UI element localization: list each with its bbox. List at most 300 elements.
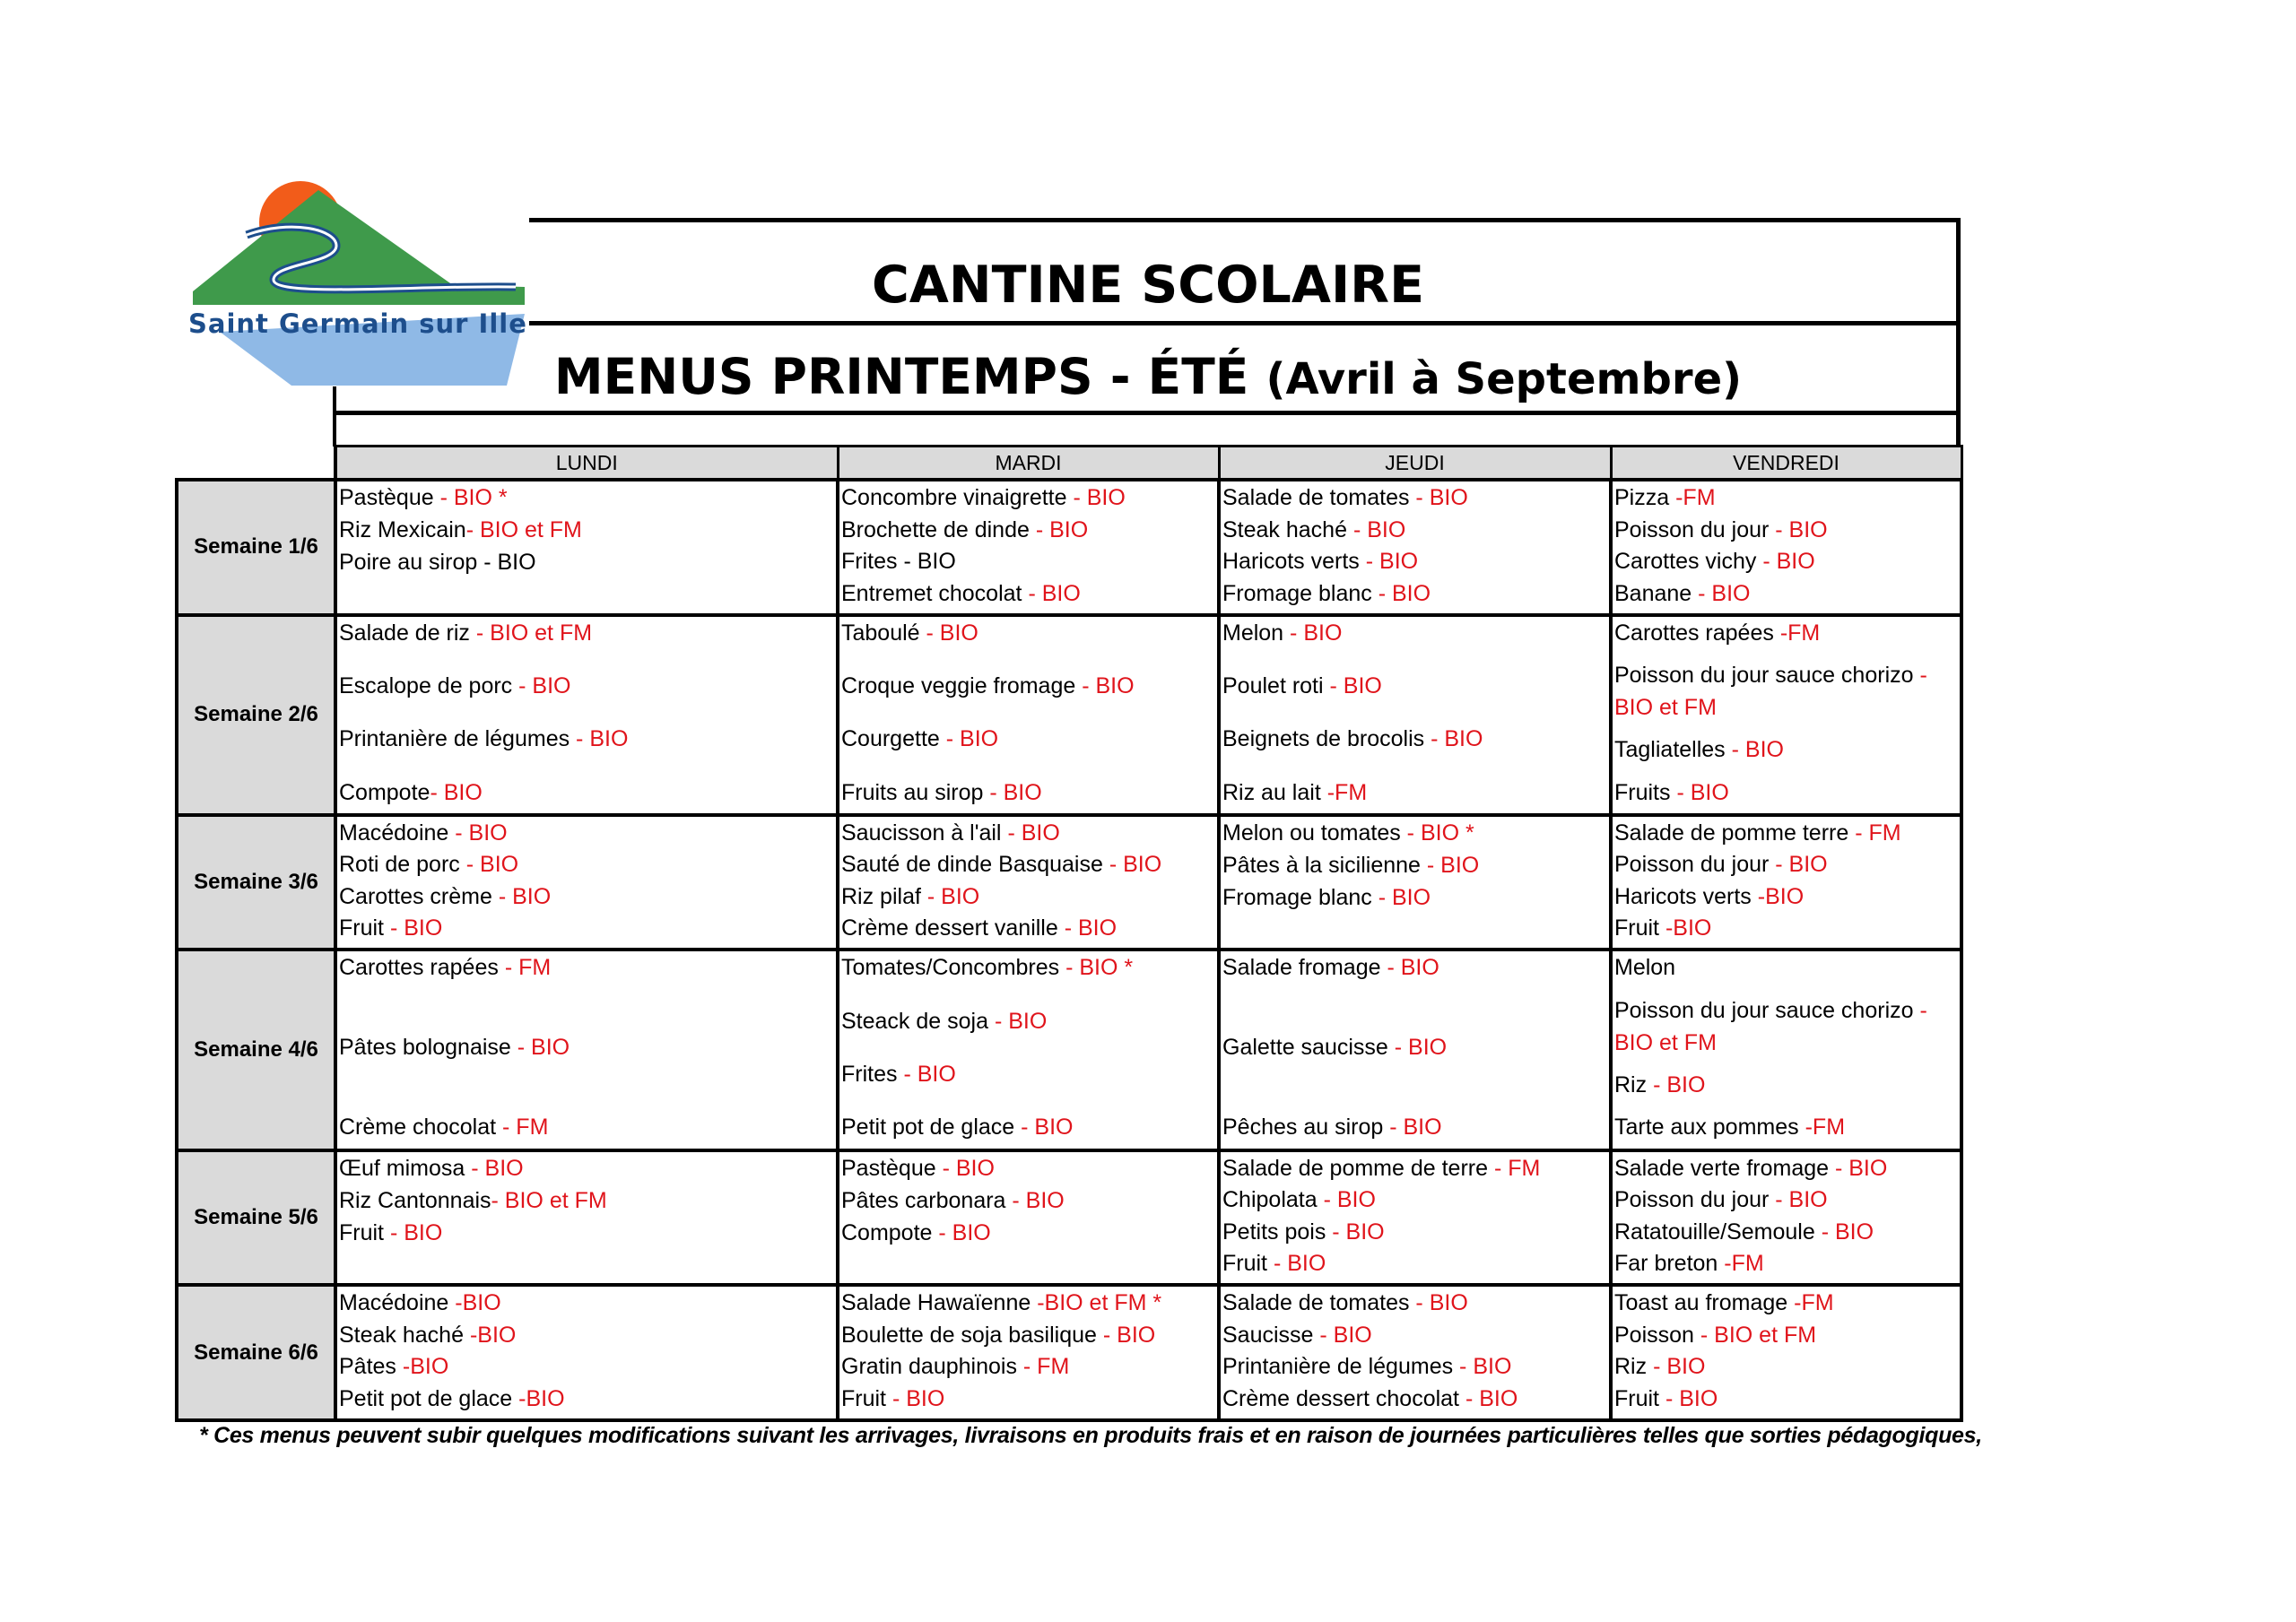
menu-item-name: Salade fromage xyxy=(1222,955,1387,981)
day-header-vendredi: VENDREDI xyxy=(1611,447,1961,481)
menu-item xyxy=(337,481,836,514)
menu-item-name: Fruit xyxy=(1614,915,1665,941)
menu-item xyxy=(839,1217,1217,1249)
menu-item xyxy=(839,1319,1217,1351)
menu-item-list xyxy=(1613,1287,1960,1414)
menu-item-name: Roti de porc xyxy=(339,852,466,878)
menu-item-tag: -BIO xyxy=(469,1322,517,1348)
menu-item-tag: - BIO xyxy=(1028,580,1081,606)
menu-item-name: Riz au lait xyxy=(1222,779,1327,805)
menu-item xyxy=(1221,723,1609,755)
menu-item-name: Fruit xyxy=(1614,1385,1665,1411)
menu-item xyxy=(1613,817,1960,849)
menu-item-list xyxy=(839,951,1217,1143)
menu-item-tag: - FM xyxy=(1855,820,1901,846)
menu-item-tag: - BIO xyxy=(430,779,483,805)
menu-item-name: Poisson du jour xyxy=(1614,852,1776,878)
header-left-rule xyxy=(333,386,336,447)
menu-item xyxy=(337,1217,836,1249)
menu-item xyxy=(1221,776,1609,809)
subtitle-main: MENUS PRINTEMPS - ÉTÉ xyxy=(553,348,1249,405)
week-label: Semaine 5/6 xyxy=(177,1150,335,1286)
menu-cell-jeudi xyxy=(1219,815,1611,950)
menu-item-name: Salade de riz xyxy=(339,620,476,646)
menu-item xyxy=(1613,1350,1960,1383)
menu-item-tag: - BIO xyxy=(891,1385,945,1411)
menu-item xyxy=(337,951,836,984)
menu-item xyxy=(1221,1350,1609,1383)
menu-item-tag: - BIO xyxy=(1821,1219,1874,1245)
menu-cell-jeudi xyxy=(1219,950,1611,1149)
week-row xyxy=(177,1150,1961,1286)
menu-item xyxy=(337,1383,836,1415)
menu-item-tag: -BIO xyxy=(1665,915,1712,941)
menu-item-name: Poire au sirop - BIO xyxy=(339,550,536,575)
menu-item xyxy=(337,1319,836,1351)
corner-cell xyxy=(177,447,335,481)
town-logo-graphic xyxy=(184,179,538,386)
menu-item xyxy=(1613,617,1960,649)
menu-item-name: Entremet chocolat xyxy=(841,580,1029,606)
menu-cell-lundi xyxy=(335,480,838,615)
menu-item-name: Poulet roti xyxy=(1222,673,1330,699)
menu-item xyxy=(1221,577,1609,610)
menu-item xyxy=(1221,514,1609,546)
menu-item-name: Riz xyxy=(1614,1354,1654,1380)
menu-cell-vendredi xyxy=(1611,615,1961,815)
header-middle-rule xyxy=(529,321,1960,325)
menu-item xyxy=(1613,1383,1960,1415)
menu-item xyxy=(1221,1031,1609,1063)
menu-cell-mardi xyxy=(838,1285,1219,1420)
menu-item-tag: -FM xyxy=(1326,779,1368,805)
menu-item-tag: - BIO xyxy=(1775,1187,1828,1213)
menu-item xyxy=(1221,1111,1609,1143)
menu-item-name: Beignets de brocolis xyxy=(1222,726,1431,752)
menu-item xyxy=(839,545,1217,577)
menu-cell-vendredi xyxy=(1611,480,1961,615)
footnote: * Ces menus peuvent subir quelques modifications suivant les arrivages, livraisons en produits frais et en raison de journées particulières telles que sorties pédagogiques, xyxy=(199,1423,1982,1448)
menu-item-tag: - BIO xyxy=(989,779,1042,805)
menu-item-name: Pâtes bolognaise xyxy=(339,1035,517,1061)
menu-item-list xyxy=(1221,617,1609,809)
menu-cell-vendredi xyxy=(1611,1285,1961,1420)
menu-item-name: Melon xyxy=(1222,620,1291,646)
menu-item-name: Riz Mexicain xyxy=(339,517,466,542)
menu-item-tag: -FM xyxy=(1724,1251,1764,1277)
menu-item-tag: - BIO et FM xyxy=(491,1187,607,1213)
menu-item-name: Fruit xyxy=(841,1385,892,1411)
menu-item xyxy=(1221,1287,1609,1319)
menu-item-list xyxy=(839,817,1217,944)
menu-item-name: Salade de pomme terre xyxy=(1614,820,1856,846)
page-title: CANTINE SCOLAIRE xyxy=(871,256,1425,315)
menu-item-name: Courgette xyxy=(841,726,946,752)
menu-cell-vendredi xyxy=(1611,950,1961,1149)
menu-item-tag: - BIO xyxy=(517,1035,570,1061)
menu-item-name: Saucisson à l'ail xyxy=(841,820,1008,846)
menu-item-tag: -BIO xyxy=(518,1385,565,1411)
menu-item-tag: - BIO xyxy=(1665,1385,1718,1411)
menu-item-tag: - BIO et FM xyxy=(1614,663,1927,721)
menu-cell-lundi xyxy=(335,1150,838,1286)
menu-item xyxy=(1221,481,1609,514)
menu-item-name: Fromage blanc xyxy=(1222,580,1378,606)
menu-item-tag: - BIO xyxy=(1319,1322,1372,1348)
week-label: Semaine 2/6 xyxy=(177,615,335,815)
menu-item-tag: - BIO xyxy=(1676,779,1729,805)
menu-item-tag: -FM xyxy=(1805,1115,1846,1141)
menu-item-tag: -FM xyxy=(1779,620,1821,646)
menu-item xyxy=(1613,659,1960,724)
town-logo xyxy=(184,179,538,386)
menu-item-name: Tomates/Concombres xyxy=(841,955,1066,981)
menu-item xyxy=(1221,1247,1609,1279)
menu-item-tag: - BIO xyxy=(1273,1251,1326,1277)
menu-item-name: Petit pot de glace xyxy=(339,1385,519,1411)
menu-item xyxy=(1613,994,1960,1059)
menu-item-tag: - BIO xyxy=(1365,549,1419,574)
menu-item-tag: - BIO xyxy=(1102,1322,1156,1348)
menu-item xyxy=(1221,1319,1609,1351)
menu-item-name: Ratatouille/Semoule xyxy=(1614,1219,1822,1245)
menu-item-tag: - BIO xyxy=(1332,1219,1385,1245)
menu-cell-mardi xyxy=(838,480,1219,615)
menu-item-name: Macédoine xyxy=(339,820,456,846)
menu-item-tag: - BIO * xyxy=(1065,955,1134,981)
menu-item-tag: - BIO xyxy=(1035,516,1089,542)
menu-item xyxy=(337,1287,836,1319)
menu-item xyxy=(337,1350,836,1383)
menu-item-name: Fruits xyxy=(1614,779,1677,805)
menu-item-tag: - BIO xyxy=(1378,884,1431,910)
menu-item-tag: - BIO xyxy=(1762,549,1815,574)
menu-item-tag: - BIO xyxy=(1431,726,1483,752)
menu-item-name: Tagliatelles xyxy=(1614,737,1732,763)
menu-item xyxy=(1613,848,1960,880)
menu-cell-jeudi xyxy=(1219,480,1611,615)
menu-item xyxy=(1221,1184,1609,1216)
menu-item-list xyxy=(839,1287,1217,1414)
menu-item-name: Chipolata xyxy=(1222,1187,1324,1213)
menu-item-tag: - BIO xyxy=(576,726,629,752)
menu-cell-lundi xyxy=(335,1285,838,1420)
menu-cell-vendredi xyxy=(1611,815,1961,950)
menu-cell-lundi xyxy=(335,950,838,1149)
menu-item xyxy=(337,1152,836,1184)
menu-item-tag: - BIO xyxy=(938,1219,991,1245)
menu-item-name: Petits pois xyxy=(1222,1219,1333,1245)
menu-item-tag: - BIO xyxy=(926,620,978,646)
menu-item-tag: - BIO xyxy=(1731,737,1784,763)
menu-item xyxy=(839,848,1217,880)
menu-item-tag: - BIO xyxy=(465,852,519,878)
menu-item-tag: -BIO et FM xyxy=(1614,997,1927,1055)
menu-item xyxy=(1221,849,1609,881)
menu-cell-vendredi xyxy=(1611,1150,1961,1286)
menu-item xyxy=(1613,1287,1960,1319)
menu-item-name: Crème chocolat xyxy=(339,1115,503,1141)
menu-item-name: Printanière de légumes xyxy=(339,726,577,752)
menu-item-name: Pâtes carbonara xyxy=(841,1187,1013,1213)
menu-item-tag: - BIO xyxy=(1007,820,1060,846)
menu-item xyxy=(337,617,836,649)
menu-item-name: Salade de tomates xyxy=(1222,485,1416,510)
menu-item-tag: - BIO xyxy=(1459,1354,1512,1380)
menu-item-name: Pizza xyxy=(1614,485,1676,510)
menu-item-name: Fruits au sirop xyxy=(841,779,990,805)
menu-item xyxy=(839,912,1217,944)
menu-item xyxy=(1613,1152,1960,1184)
week-label: Semaine 6/6 xyxy=(177,1285,335,1420)
menu-item-list xyxy=(1613,1152,1960,1279)
page-subtitle xyxy=(529,339,1767,414)
menu-item xyxy=(337,880,836,913)
menu-item-name: Macédoine xyxy=(339,1290,456,1316)
menu-item xyxy=(1613,1216,1960,1248)
menu-item xyxy=(1221,951,1609,984)
menu-item-tag: - BIO et FM xyxy=(465,517,582,542)
menu-item-name: Salade verte fromage xyxy=(1614,1155,1835,1181)
menu-item-name: Gratin dauphinois xyxy=(841,1354,1023,1380)
menu-item-list xyxy=(839,1152,1217,1279)
menu-item-name: Brochette de dinde xyxy=(841,516,1036,542)
menu-item-tag: - BIO et FM xyxy=(475,620,593,646)
menu-item-name: Toast au fromage xyxy=(1614,1290,1795,1316)
menu-item-name: Steak haché xyxy=(339,1322,470,1348)
menu-item-tag: - BIO xyxy=(471,1155,524,1181)
menu-item-tag: - BIO xyxy=(942,1155,995,1181)
menu-item-list xyxy=(1221,951,1609,1143)
menu-item-name: Crème dessert vanille xyxy=(841,915,1065,941)
menu-item-tag: - BIO et FM xyxy=(1700,1322,1817,1348)
menu-item-tag: - BIO xyxy=(1387,955,1439,981)
menu-item-list xyxy=(1613,951,1960,1143)
header-top-rule xyxy=(529,218,1960,222)
menu-item xyxy=(337,817,836,849)
menu-item-tag: - BIO xyxy=(389,1219,443,1245)
menu-item-name: Haricots verts xyxy=(1222,549,1366,574)
menu-item-name: Sauté de dinde Basquaise xyxy=(841,852,1109,878)
menu-item xyxy=(337,1184,836,1217)
menu-item-name: Galette saucisse xyxy=(1222,1035,1395,1061)
menu-item-tag: - FM xyxy=(504,955,552,981)
menu-item xyxy=(839,880,1217,913)
menu-item-tag: - BIO xyxy=(1653,1072,1706,1098)
menu-item-list xyxy=(839,617,1217,809)
menu-item xyxy=(1613,514,1960,546)
menu-item-tag: - BIO xyxy=(1329,673,1382,699)
menu-body xyxy=(177,480,1961,1420)
menu-item xyxy=(1221,1383,1609,1415)
menu-item-tag: -BIO et FM * xyxy=(1037,1290,1162,1316)
menu-item xyxy=(839,1058,1217,1090)
menu-item xyxy=(337,912,836,944)
menu-item xyxy=(1613,481,1960,514)
menu-item-tag: - BIO xyxy=(926,883,980,909)
menu-item-name: Melon ou tomates xyxy=(1222,820,1407,846)
week-row xyxy=(177,950,1961,1149)
menu-item-tag: - BIO xyxy=(1775,516,1828,542)
menu-item xyxy=(839,1350,1217,1383)
menu-item-name: Pastèque xyxy=(339,485,440,510)
menu-item-tag: - BIO xyxy=(1064,915,1118,941)
menu-item xyxy=(337,848,836,880)
menu-item-tag: - BIO xyxy=(1426,852,1480,878)
menu-item-name: Haricots verts xyxy=(1614,883,1758,909)
menu-item-tag: - BIO xyxy=(945,726,999,752)
menu-item xyxy=(337,514,836,546)
menu-item xyxy=(839,1111,1217,1143)
menu-item-name: Frites - BIO xyxy=(841,549,956,574)
menu-item xyxy=(1221,1216,1609,1248)
menu-item-list xyxy=(337,617,836,809)
menu-item-name: Steak haché xyxy=(1222,516,1353,542)
menu-item xyxy=(1221,817,1609,849)
menu-item xyxy=(337,1111,836,1143)
menu-item-tag: - BIO * xyxy=(439,485,508,510)
menu-item-tag: -BIO xyxy=(455,1290,501,1316)
menu-item-name: Petit pot de glace xyxy=(841,1115,1022,1141)
menu-item-name: Far breton xyxy=(1614,1251,1725,1277)
week-label: Semaine 4/6 xyxy=(177,950,335,1149)
menu-item xyxy=(1613,1319,1960,1351)
menu-item-tag: - BIO xyxy=(389,915,443,941)
menu-item xyxy=(1613,912,1960,944)
menu-item-name: Compote xyxy=(841,1219,939,1245)
menu-item xyxy=(337,776,836,809)
menu-cell-lundi xyxy=(335,815,838,950)
menu-item-list xyxy=(1613,481,1960,609)
menu-item-name: Melon xyxy=(1614,955,1676,981)
menu-item xyxy=(337,723,836,755)
menu-item-name: Saucisse xyxy=(1222,1322,1320,1348)
menu-item xyxy=(1613,1069,1960,1101)
menu-item xyxy=(839,1005,1217,1037)
menu-item xyxy=(839,1287,1217,1319)
menu-item-list xyxy=(337,817,836,944)
menu-item-name: Carottes crème xyxy=(339,883,499,909)
menu-item-tag: - BIO xyxy=(903,1062,956,1088)
menu-item-name: Poisson xyxy=(1614,1322,1700,1348)
menu-item xyxy=(1613,577,1960,610)
menu-cell-jeudi xyxy=(1219,1150,1611,1286)
menu-item-list xyxy=(337,481,836,609)
menu-item xyxy=(337,546,836,578)
menu-cell-jeudi xyxy=(1219,1285,1611,1420)
menu-item-name: Poisson du jour xyxy=(1614,1187,1776,1213)
menu-item-name: Fruit xyxy=(1222,1251,1274,1277)
menu-item-tag: - BIO xyxy=(1352,516,1406,542)
menu-item-name: Carottes vichy xyxy=(1614,549,1763,574)
menu-item xyxy=(1613,880,1960,913)
menu-item-tag: - BIO xyxy=(1415,1290,1468,1316)
menu-item xyxy=(839,1383,1217,1415)
menu-item xyxy=(1221,670,1609,702)
menu-item-tag: -BIO xyxy=(402,1354,449,1380)
menu-item-list xyxy=(1221,481,1609,609)
menu-item xyxy=(1221,881,1609,914)
menu-item xyxy=(1221,545,1609,577)
menu-item-tag: - FM xyxy=(1493,1155,1541,1181)
week-row xyxy=(177,615,1961,815)
menu-item-tag: - BIO xyxy=(994,1008,1048,1034)
menu-item-tag: - BIO xyxy=(455,820,508,846)
menu-item xyxy=(839,1152,1217,1184)
menu-item xyxy=(839,776,1217,809)
menu-item-name: Poisson du jour sauce chorizo xyxy=(1614,997,1920,1023)
menu-item-name: Riz pilaf xyxy=(841,883,927,909)
menu-item-tag: - BIO xyxy=(1012,1187,1065,1213)
week-label: Semaine 3/6 xyxy=(177,815,335,950)
menu-item xyxy=(839,577,1217,610)
menu-item-name: Escalope de porc xyxy=(339,673,519,699)
menu-item xyxy=(337,1031,836,1063)
menu-item-tag: - BIO xyxy=(1323,1187,1376,1213)
menu-item xyxy=(1613,733,1960,766)
week-row xyxy=(177,1285,1961,1420)
menu-item-name: Pâtes xyxy=(339,1354,403,1380)
menu-item xyxy=(1221,617,1609,649)
menu-item-name: Fruit xyxy=(339,1219,390,1245)
menu-item-name: Salade de pomme de terre xyxy=(1222,1155,1494,1181)
menu-item-tag: - BIO * xyxy=(1406,820,1474,846)
menu-item-tag: - BIO xyxy=(498,883,552,909)
menu-item-name: Concombre vinaigrette xyxy=(841,485,1074,510)
menu-item-name: Banane xyxy=(1614,580,1699,606)
menu-item-list xyxy=(1613,617,1960,809)
menu-cell-mardi xyxy=(838,1150,1219,1286)
menu-item xyxy=(839,951,1217,984)
menu-item-tag: - BIO xyxy=(1465,1385,1518,1411)
menu-item xyxy=(839,670,1217,702)
menu-item-tag: - BIO xyxy=(1378,580,1431,606)
menu-item-name: Crème dessert chocolat xyxy=(1222,1385,1465,1411)
menu-item xyxy=(839,817,1217,849)
menu-item-tag: - BIO xyxy=(1698,580,1751,606)
menu-item-name: Fruit xyxy=(339,915,390,941)
menu-item-name: Fromage blanc xyxy=(1222,884,1378,910)
menu-item-list xyxy=(1221,1287,1609,1414)
menu-item-tag: -BIO xyxy=(1757,883,1805,909)
menu-item-tag: - BIO xyxy=(518,673,571,699)
menu-item-name: Poisson du jour xyxy=(1614,516,1776,542)
menu-item-list xyxy=(1613,817,1960,944)
menu-cell-mardi xyxy=(838,950,1219,1149)
day-header-lundi: LUNDI xyxy=(335,447,838,481)
menu-item-tag: - BIO xyxy=(1290,620,1343,646)
menu-item-tag: - BIO xyxy=(1775,852,1828,878)
menu-cell-jeudi xyxy=(1219,615,1611,815)
menu-item-list xyxy=(337,951,836,1143)
menu-item-list xyxy=(337,1287,836,1414)
menu-item-name: Poisson du jour sauce chorizo xyxy=(1614,663,1920,689)
menu-item-tag: - BIO xyxy=(1834,1155,1888,1181)
menu-item-tag: -FM xyxy=(1794,1290,1834,1316)
menu-item xyxy=(1613,1247,1960,1279)
menu-item-name: Carottes rapées xyxy=(1614,620,1780,646)
menu-item-list xyxy=(839,481,1217,609)
menu-item xyxy=(839,617,1217,649)
week-row xyxy=(177,480,1961,615)
menu-item-name: Steack de soja xyxy=(841,1008,995,1034)
menu-item-name: Pêches au sirop xyxy=(1222,1115,1390,1141)
menu-item-tag: - FM xyxy=(1022,1354,1070,1380)
menu-item-name: Frites xyxy=(841,1062,904,1088)
menu-item-tag: - BIO xyxy=(1109,852,1162,878)
menu-item-name: Compote xyxy=(339,779,430,805)
menu-item-name: Riz Cantonnais xyxy=(339,1187,491,1213)
